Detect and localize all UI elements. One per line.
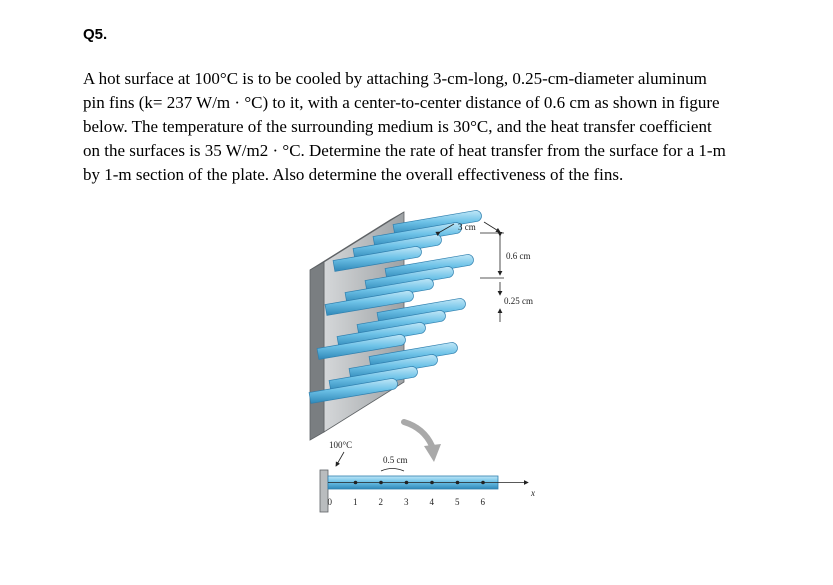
question-line: pin fins (k= 237 W/m · °C) to it, with a center-to-center distance of 0.6 cm as shown in figure: [83, 93, 720, 112]
tick-label: 4: [429, 497, 434, 507]
x-axis-label: x: [531, 488, 535, 498]
fin-spacing-dimension: [480, 233, 531, 278]
tick-dot: [481, 481, 485, 485]
fin-length-label: 3 cm: [458, 222, 476, 232]
tick-label: 1: [353, 497, 358, 507]
question-line: below. The temperature of the surrounding medium is 30°C, and the heat transfer coefficient: [83, 117, 712, 136]
tick-dot: [354, 481, 358, 485]
tick-label: 2: [378, 497, 383, 507]
tick-dot: [405, 481, 409, 485]
question-line: on the surfaces is 35 W/m2 · °C. Determine the rate of heat transfer from the surface for a 1-m: [83, 141, 726, 160]
fin-diameter-label: 0.25 cm: [504, 296, 533, 306]
fin-spacing-label: 0.6 cm: [506, 251, 531, 261]
tick-label: 5: [455, 497, 460, 507]
tick-dot: [430, 481, 434, 485]
question-line: by 1-m section of the plate. Also determine the overall effectiveness of the fins.: [83, 165, 624, 184]
question-number: Q5.: [83, 26, 108, 43]
detail-arrow: [404, 422, 441, 462]
tick-label: 6: [480, 497, 485, 507]
tick-label: 0: [327, 497, 332, 507]
pitch-label: 0.5 cm: [383, 455, 408, 465]
base-temp-label: 100°C: [329, 440, 353, 450]
question-line: A hot surface at 100°C is to be cooled by attaching 3-cm-long, 0.25-cm-diameter aluminum: [83, 69, 707, 88]
fin-diameter-dimension: [500, 282, 533, 322]
tick-dot: [456, 481, 460, 485]
tick-dot: [379, 481, 383, 485]
tick-label: 3: [404, 497, 409, 507]
